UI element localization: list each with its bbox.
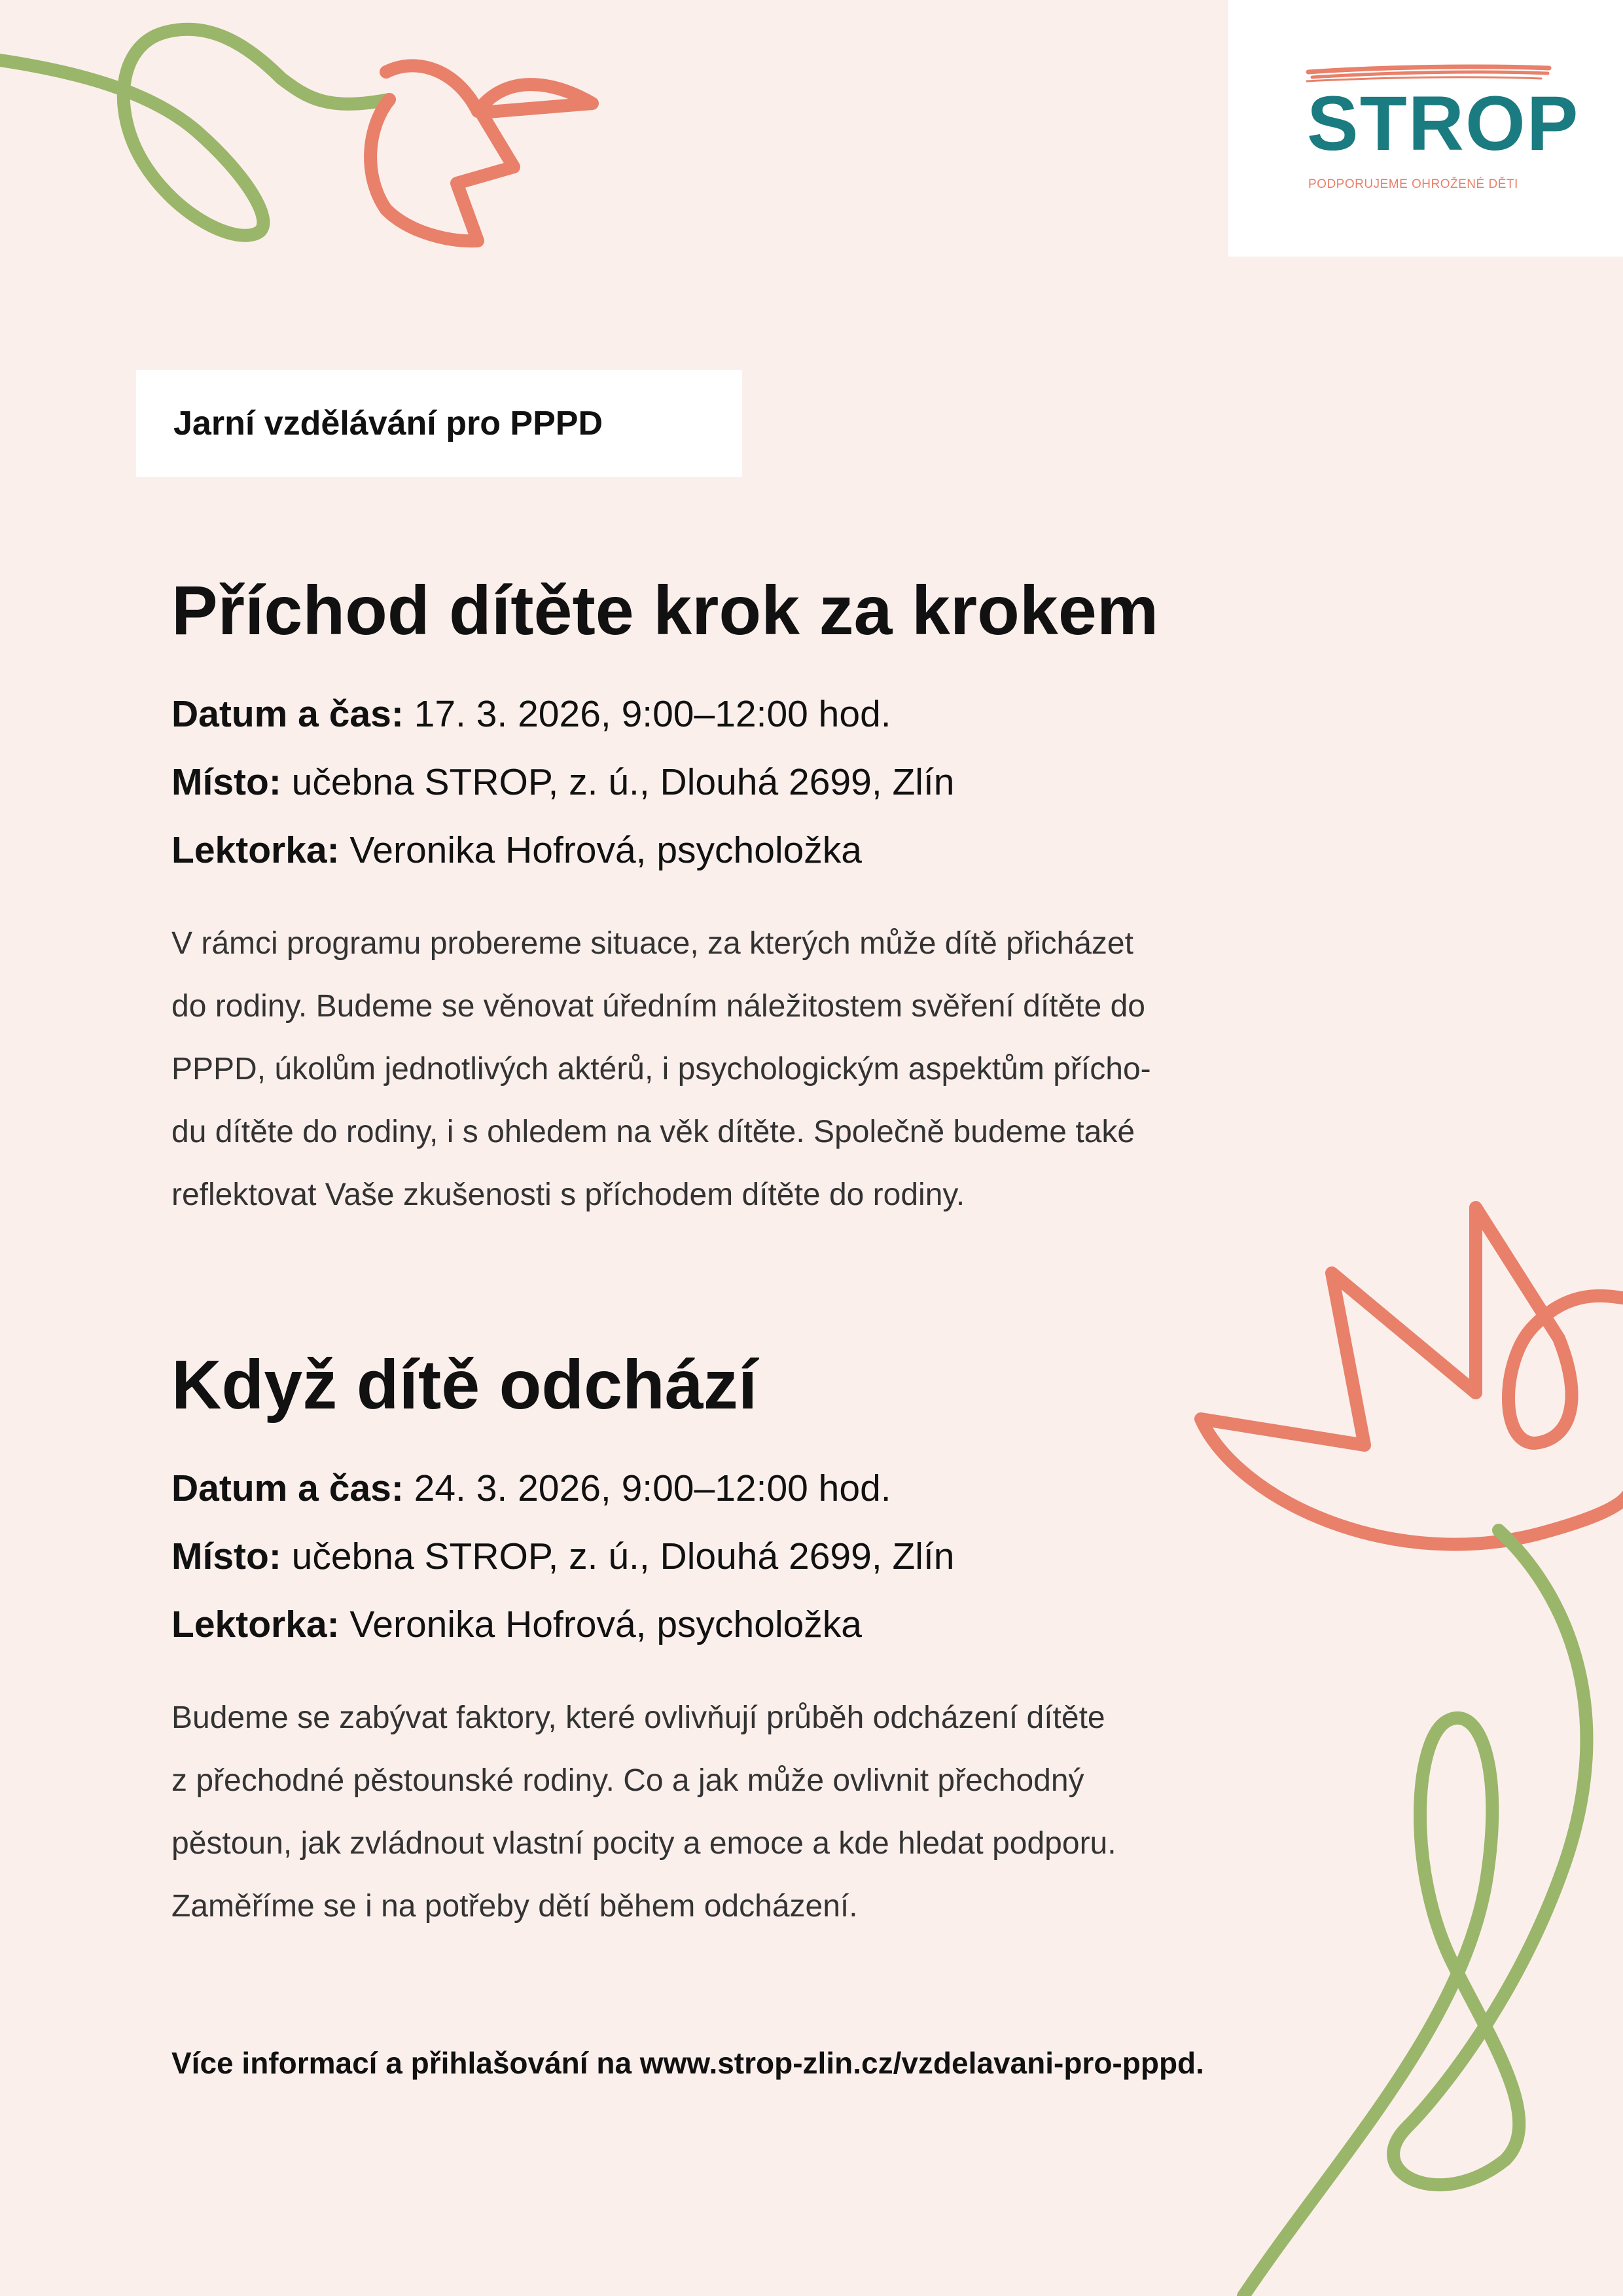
event-place: [171, 758, 1349, 806]
event-description: [171, 912, 1349, 1227]
place-label: Místo:: [171, 1535, 281, 1577]
date-value: 24. 3. 2026, 9:00–12:00 hod.: [403, 1467, 891, 1509]
series-tag-text: Jarní vzdělávání pro PPPD: [173, 404, 603, 442]
place-value: učebna STROP, z. ú., Dlouhá 2699, Zlín: [281, 1535, 955, 1577]
description-line: du dítěte do rodiny, i s ohledem na věk dítěte. Společně budeme také: [171, 1114, 1135, 1149]
description-line: Zaměříme se i na potřeby dětí během odcházení.: [171, 1888, 858, 1924]
event-lecturer: [171, 826, 1349, 874]
date-label: Datum a čas:: [171, 1467, 404, 1509]
date-value: 17. 3. 2026, 9:00–12:00 hod.: [403, 692, 891, 735]
place-value: učebna STROP, z. ú., Dlouhá 2699, Zlín: [281, 761, 955, 803]
lecturer-label: Lektorka:: [171, 829, 340, 871]
event-lecturer: [171, 1600, 1349, 1649]
lecturer-value: Veronika Hofrová, psycholožka: [339, 1603, 863, 1645]
description-line: z přechodné pěstounské rodiny. Co a jak může ovlivnit přechodný: [171, 1763, 1084, 1798]
lecturer-label: Lektorka:: [171, 1603, 340, 1645]
event-description: [171, 1687, 1349, 1938]
event-section-2: [171, 1347, 1349, 1938]
lecturer-value: Veronika Hofrová, psycholožka: [339, 829, 863, 871]
place-label: Místo:: [171, 761, 281, 803]
description-line: Budeme se zabývat faktory, které ovlivňují průběh odcházení dítěte: [171, 1700, 1105, 1735]
date-label: Datum a čas:: [171, 692, 404, 735]
top-left-tulip-icon: [370, 65, 592, 241]
description-line: do rodiny. Budeme se věnovat úředním náležitostem svěření dítěte do: [171, 988, 1145, 1024]
description-line: pěstoun, jak zvládnout vlastní pocity a emoce a kde hledat podporu.: [171, 1825, 1116, 1861]
logo-wordmark: STROP: [1307, 81, 1580, 167]
description-line: PPPD, úkolům jednotlivých aktérů, i psychologickým aspektům přícho-: [171, 1051, 1151, 1086]
logo-tagline: PODPORUJEME OHROŽENÉ DĚTI: [1308, 177, 1518, 191]
top-left-stem-icon: [0, 29, 389, 236]
logo: [1228, 0, 1623, 257]
event-title: Příchod dítěte krok za krokem: [171, 572, 1159, 649]
event-details: [171, 1464, 1349, 1649]
event-title: Když dítě odchází: [171, 1346, 758, 1424]
event-section-1: [171, 573, 1349, 1227]
description-line: V rámci programu probereme situace, za kterých může dítě přicházet: [171, 925, 1133, 961]
footer-more-info: Více informací a přihlašování na www.strop-zlin.cz/vzdelavani-pro-pppd.: [171, 2046, 1204, 2080]
series-tag: [136, 370, 742, 477]
event-place: [171, 1532, 1349, 1581]
event-date: [171, 690, 1349, 738]
event-date: [171, 1464, 1349, 1513]
event-details: [171, 690, 1349, 874]
description-line: reflektovat Vaše zkušenosti s příchodem dítěte do rodiny.: [171, 1177, 965, 1212]
